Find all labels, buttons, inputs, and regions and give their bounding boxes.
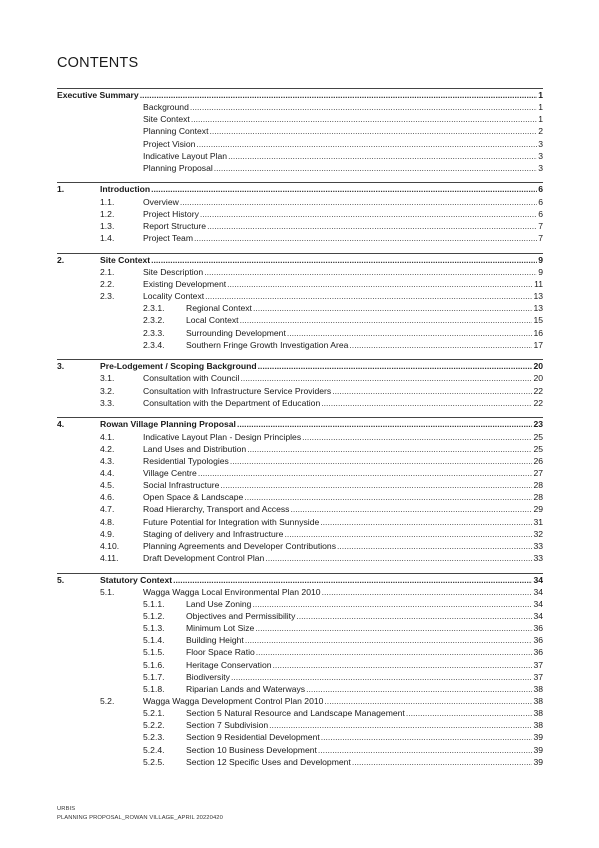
toc-entry-title: Consultation with Infrastructure Service Providers	[143, 385, 332, 396]
toc-leader-dots	[227, 278, 533, 290]
toc-leader-dots	[287, 327, 533, 339]
toc-entry-row[interactable]	[57, 671, 543, 683]
toc-entry-number: 5.2.1.	[143, 708, 165, 719]
toc-entry-title: Project History	[143, 208, 199, 219]
toc-entry-row[interactable]	[57, 327, 543, 339]
toc-section-row[interactable]	[57, 417, 543, 430]
toc-page-number: 20	[533, 361, 543, 372]
toc-leader-dots	[151, 183, 537, 195]
toc-page-number: 1	[538, 102, 543, 113]
toc-leader-dots	[244, 491, 532, 503]
toc-leader-dots	[196, 138, 537, 150]
toc-page-number: 20	[533, 373, 543, 384]
toc-entry-number: 5.2.	[100, 695, 115, 706]
toc-entry-row[interactable]	[57, 756, 543, 768]
toc-page-number: 36	[533, 623, 543, 634]
toc-entry-row[interactable]	[57, 622, 543, 634]
toc-entry-title: Statutory Context	[100, 574, 173, 585]
toc-entry-number: 1.1.	[100, 196, 115, 207]
toc-entry-number: 5.1.8.	[143, 683, 165, 694]
toc-leader-dots	[321, 731, 533, 743]
toc-entry-title: Land Use Zoning	[186, 598, 252, 609]
toc-page-number: 31	[533, 516, 543, 527]
footer-document-ref: PLANNING PROPOSAL_ROWAN VILLAGE_APRIL 20220420	[57, 814, 223, 821]
toc-entry-title: Heritage Conservation	[186, 659, 272, 670]
toc-entry-number: 4.9.	[100, 528, 115, 539]
toc-entry-row[interactable]	[57, 431, 543, 443]
toc-leader-dots	[252, 598, 532, 610]
toc-entry-row[interactable]	[57, 634, 543, 646]
toc-page-number: 36	[533, 647, 543, 658]
toc-page-number: 6	[538, 208, 543, 219]
toc-entry-row[interactable]	[57, 659, 543, 671]
toc-section-row[interactable]	[57, 88, 543, 101]
toc-entry-row[interactable]	[57, 314, 543, 326]
toc-entry-row[interactable]	[57, 744, 543, 756]
toc-leader-dots	[265, 552, 532, 564]
toc-leader-dots	[302, 431, 532, 443]
toc-page-number: 13	[533, 303, 543, 314]
toc-leader-dots	[337, 540, 532, 552]
toc-entry-row[interactable]	[57, 540, 543, 552]
toc-entry-number: 5.1.4.	[143, 635, 165, 646]
toc-entry-number: 2.3.3.	[143, 327, 165, 338]
toc-page-number: 9	[538, 254, 543, 265]
toc-leader-dots	[332, 385, 532, 397]
toc-entry-row[interactable]	[57, 302, 543, 314]
toc-entry-row[interactable]	[57, 385, 543, 397]
toc-page-number: 26	[533, 455, 543, 466]
toc-entry-row[interactable]	[57, 479, 543, 491]
toc-entry-row[interactable]	[57, 290, 543, 302]
toc-page-number: 38	[533, 708, 543, 719]
toc-leader-dots	[237, 418, 533, 430]
toc-entry-row[interactable]	[57, 491, 543, 503]
toc-leader-dots	[220, 479, 532, 491]
toc-entry-number: 4.11.	[100, 552, 119, 563]
toc-leader-dots	[253, 302, 533, 314]
toc-leader-dots	[205, 290, 532, 302]
toc-entry-number: 4.10.	[100, 540, 120, 551]
toc-entry-number: 4.4.	[100, 467, 115, 478]
toc-entry-title: Village Centre	[143, 467, 197, 478]
toc-entry-number: 2.3.4.	[143, 339, 165, 350]
toc-leader-dots	[349, 339, 532, 351]
toc-entry-title: Building Height	[186, 635, 244, 646]
toc-page-number: 39	[533, 744, 543, 755]
toc-entry-title: Staging of delivery and Infrastructure	[143, 528, 284, 539]
toc-leader-dots	[198, 467, 533, 479]
toc-entry-number: 2.3.1.	[143, 303, 165, 314]
toc-leader-dots	[204, 266, 537, 278]
toc-entry-row[interactable]	[57, 455, 543, 467]
toc-leader-dots	[214, 162, 537, 174]
toc-entry-title: Regional Context	[186, 303, 252, 314]
toc-entry-row[interactable]	[57, 719, 543, 731]
toc-entry-title: Section 9 Residential Development	[186, 732, 320, 743]
toc-entry-title: Road Hierarchy, Transport and Access	[143, 504, 290, 515]
toc-page-number: 37	[533, 659, 543, 670]
toc-page-number: 34	[533, 586, 543, 597]
toc-entry-title: Wagga Wagga Development Control Plan 2010	[143, 695, 324, 706]
toc-entry-row[interactable]	[57, 443, 543, 455]
toc-entry-title: Riparian Lands and Waterways	[186, 683, 306, 694]
toc-entry-number: 5.	[57, 574, 65, 585]
toc-entry-number: 1.2.	[100, 208, 115, 219]
footer-company: URBIS	[57, 806, 76, 812]
toc-page-number: 23	[533, 419, 543, 430]
toc-section-row[interactable]	[57, 182, 543, 195]
toc-entry-row[interactable]	[57, 196, 543, 208]
toc-entry-title: Pre-Lodgement / Scoping Background	[100, 361, 257, 372]
toc-entry-title: Surrounding Development	[186, 327, 286, 338]
toc-entry-title: Report Structure	[143, 220, 207, 231]
toc-leader-dots	[258, 360, 533, 372]
toc-page-number: 34	[533, 598, 543, 609]
toc-entry-number: 3.1.	[100, 373, 115, 384]
toc-entry-number: 1.	[57, 184, 65, 195]
table-of-contents	[57, 88, 543, 768]
toc-entry-title: Land Uses and Distribution	[143, 443, 247, 454]
toc-leader-dots	[228, 150, 537, 162]
toc-entry-title: Local Context	[186, 315, 239, 326]
toc-entry-title: Residential Typologies	[143, 455, 229, 466]
toc-entry-number: 4.3.	[100, 455, 115, 466]
toc-leader-dots	[290, 503, 532, 515]
toc-entry-row[interactable]	[57, 646, 543, 658]
toc-leader-dots	[321, 397, 532, 409]
toc-entry-title: Indicative Layout Plan - Design Principles	[143, 431, 302, 442]
toc-entry-row[interactable]	[57, 150, 543, 162]
toc-entry-number: 4.2.	[100, 443, 115, 454]
toc-entry-row[interactable]	[57, 683, 543, 695]
toc-entry-title: Consultation with Council	[143, 373, 240, 384]
toc-entry-title: Background	[143, 102, 189, 113]
toc-entry-row[interactable]	[57, 467, 543, 479]
toc-section-row[interactable]	[57, 253, 543, 266]
toc-entry-title: Southern Fringe Growth Investigation Area	[186, 339, 349, 350]
toc-page-number: 2	[538, 126, 543, 137]
toc-leader-dots	[209, 125, 537, 137]
toc-leader-dots	[140, 89, 538, 101]
toc-entry-row[interactable]	[57, 101, 543, 113]
toc-entry-row[interactable]	[57, 598, 543, 610]
toc-leader-dots	[241, 372, 533, 384]
page-footer	[57, 805, 223, 823]
toc-entry-title: Open Space & Landscape	[143, 492, 244, 503]
toc-entry-title: Draft Development Control Plan	[143, 552, 265, 563]
toc-page-number: 38	[533, 720, 543, 731]
toc-entry-title: Planning Agreements and Developer Contributions	[143, 540, 337, 551]
toc-entry-title: Minimum Lot Size	[186, 623, 255, 634]
toc-leader-dots	[269, 719, 532, 731]
toc-leader-dots	[200, 208, 537, 220]
toc-entry-number: 2.1.	[100, 266, 115, 277]
toc-page-number: 38	[533, 695, 543, 706]
toc-leader-dots	[194, 232, 537, 244]
toc-entry-row[interactable]	[57, 552, 543, 564]
toc-leader-dots	[255, 622, 532, 634]
toc-entry-title: Wagga Wagga Local Environmental Plan 2010	[143, 586, 321, 597]
toc-entry-number: 3.3.	[100, 397, 115, 408]
toc-entry-title: Existing Development	[143, 278, 227, 289]
toc-page-number: 33	[533, 552, 543, 563]
toc-entry-number: 5.1.7.	[143, 671, 165, 682]
toc-leader-dots	[324, 695, 532, 707]
toc-page-number: 3	[538, 150, 543, 161]
toc-entry-number: 2.3.	[100, 291, 115, 302]
toc-page-number: 39	[533, 732, 543, 743]
toc-leader-dots	[352, 756, 533, 768]
toc-entry-number: 4.1.	[100, 431, 115, 442]
toc-entry-row[interactable]	[57, 113, 543, 125]
toc-page-number: 39	[533, 756, 543, 767]
page-title: CONTENTS	[57, 55, 139, 71]
toc-page-number: 37	[533, 671, 543, 682]
toc-leader-dots	[256, 646, 533, 658]
toc-page-number: 22	[533, 385, 543, 396]
toc-leader-dots	[284, 528, 532, 540]
toc-entry-title: Section 10 Business Development	[186, 744, 317, 755]
toc-page-number: 3	[538, 138, 543, 149]
toc-section-row[interactable]	[57, 573, 543, 586]
toc-page-number: 38	[533, 683, 543, 694]
toc-entry-title: Planning Context	[143, 126, 209, 137]
toc-entry-row[interactable]	[57, 278, 543, 290]
toc-entry-row[interactable]	[57, 138, 543, 150]
toc-entry-title: Section 5 Natural Resource and Landscape Management	[186, 708, 405, 719]
toc-entry-number: 4.7.	[100, 504, 115, 515]
toc-entry-number: 5.2.2.	[143, 720, 165, 731]
toc-page-number: 28	[533, 480, 543, 491]
toc-page-number: 29	[533, 504, 543, 515]
toc-page-number: 34	[533, 574, 543, 585]
toc-page-number: 27	[533, 467, 543, 478]
toc-page-number: 36	[533, 635, 543, 646]
toc-entry-row[interactable]	[57, 528, 543, 540]
toc-page-number: 1	[538, 90, 543, 100]
toc-entry-row[interactable]	[57, 503, 543, 515]
toc-entry-title: Executive Summary	[57, 90, 139, 100]
toc-page-number: 15	[533, 315, 543, 326]
toc-entry-number: 3.2.	[100, 385, 115, 396]
toc-entry-number: 5.1.1.	[143, 598, 165, 609]
toc-entry-row[interactable]	[57, 695, 543, 707]
toc-leader-dots	[245, 634, 533, 646]
toc-entry-title: Introduction	[100, 184, 151, 195]
toc-entry-number: 5.1.6.	[143, 659, 165, 670]
toc-entry-title: Biodiversity	[186, 671, 230, 682]
toc-entry-title: Future Potential for Integration with Sunnyside	[143, 516, 320, 527]
toc-page-number: 3	[538, 162, 543, 173]
toc-leader-dots	[273, 659, 533, 671]
toc-entry-row[interactable]	[57, 731, 543, 743]
toc-leader-dots	[296, 610, 532, 622]
toc-entry-row[interactable]	[57, 586, 543, 598]
toc-entry-number: 4.5.	[100, 480, 115, 491]
toc-page-number: 17	[533, 339, 543, 350]
toc-page-number: 7	[538, 233, 543, 244]
toc-entry-title: Rowan Village Planning Proposal	[100, 419, 236, 430]
toc-entry-title: Locality Context	[143, 291, 205, 302]
toc-section-row[interactable]	[57, 359, 543, 372]
toc-entry-number: 2.3.2.	[143, 315, 165, 326]
toc-leader-dots	[173, 574, 532, 586]
toc-entry-row[interactable]	[57, 220, 543, 232]
toc-entry-row[interactable]	[57, 339, 543, 351]
toc-page-number: 6	[538, 196, 543, 207]
toc-entry-number: 4.	[57, 419, 65, 430]
toc-entry-title: Objectives and Permissibility	[186, 610, 296, 621]
toc-entry-row[interactable]	[57, 162, 543, 174]
toc-entry-title: Section 7 Subdivision	[186, 720, 269, 731]
toc-leader-dots	[190, 101, 537, 113]
toc-entry-row[interactable]	[57, 232, 543, 244]
toc-leader-dots	[191, 113, 537, 125]
toc-page-number: 16	[533, 327, 543, 338]
toc-page-number: 7	[538, 220, 543, 231]
toc-entry-title: Site Context	[100, 254, 151, 265]
toc-leader-dots	[151, 254, 537, 266]
toc-entry-title: Consultation with the Department of Education	[143, 397, 321, 408]
toc-entry-row[interactable]	[57, 125, 543, 137]
toc-page-number: 33	[533, 540, 543, 551]
toc-entry-number: 5.1.2.	[143, 610, 165, 621]
toc-entry-number: 3.	[57, 361, 65, 372]
toc-page-number: 1	[538, 114, 543, 125]
toc-entry-title: Project Vision	[143, 138, 196, 149]
toc-entry-number: 5.1.3.	[143, 623, 165, 634]
toc-entry-row[interactable]	[57, 208, 543, 220]
toc-page-number: 22	[533, 397, 543, 408]
toc-entry-number: 4.8.	[100, 516, 115, 527]
toc-entry-number: 1.3.	[100, 220, 115, 231]
toc-entry-title: Site Context	[143, 114, 190, 125]
toc-leader-dots	[318, 744, 533, 756]
toc-page-number: 25	[533, 443, 543, 454]
toc-page-number: 9	[538, 266, 543, 277]
toc-entry-title: Overview	[143, 196, 179, 207]
toc-page-number: 6	[538, 184, 543, 195]
toc-page-number: 34	[533, 610, 543, 621]
toc-entry-number: 2.2.	[100, 278, 115, 289]
toc-entry-title: Project Team	[143, 233, 193, 244]
toc-entry-row[interactable]	[57, 610, 543, 622]
toc-page-number: 32	[533, 528, 543, 539]
toc-entry-row[interactable]	[57, 707, 543, 719]
toc-leader-dots	[306, 683, 532, 695]
toc-page-number: 28	[533, 492, 543, 503]
toc-leader-dots	[231, 671, 532, 683]
toc-entry-number: 4.6.	[100, 492, 115, 503]
toc-entry-title: Indicative Layout Plan	[143, 150, 228, 161]
toc-entry-number: 5.2.3.	[143, 732, 165, 743]
toc-page-number: 11	[534, 278, 543, 289]
toc-leader-dots	[320, 516, 532, 528]
toc-leader-dots	[322, 586, 533, 598]
toc-entry-number: 5.1.5.	[143, 647, 165, 658]
toc-entry-number: 5.1.	[100, 586, 115, 597]
toc-entry-number: 5.2.4.	[143, 744, 165, 755]
toc-leader-dots	[207, 220, 537, 232]
toc-entry-row[interactable]	[57, 372, 543, 384]
toc-entry-number: 5.2.5.	[143, 756, 165, 767]
toc-page-number: 25	[533, 431, 543, 442]
toc-leader-dots	[230, 455, 533, 467]
toc-leader-dots	[180, 196, 537, 208]
toc-entry-title: Planning Proposal	[143, 162, 213, 173]
toc-page-number: 13	[533, 291, 543, 302]
toc-entry-row[interactable]	[57, 397, 543, 409]
toc-entry-number: 1.4.	[100, 233, 115, 244]
toc-entry-title: Site Description	[143, 266, 204, 277]
toc-entry-title: Social Infrastructure	[143, 480, 220, 491]
toc-leader-dots	[240, 314, 533, 326]
toc-leader-dots	[247, 443, 532, 455]
toc-leader-dots	[406, 707, 533, 719]
toc-entry-row[interactable]	[57, 266, 543, 278]
toc-entry-title: Floor Space Ratio	[186, 647, 255, 658]
toc-entry-number: 2.	[57, 254, 65, 265]
toc-entry-row[interactable]	[57, 516, 543, 528]
toc-entry-title: Section 12 Specific Uses and Development	[186, 756, 351, 767]
